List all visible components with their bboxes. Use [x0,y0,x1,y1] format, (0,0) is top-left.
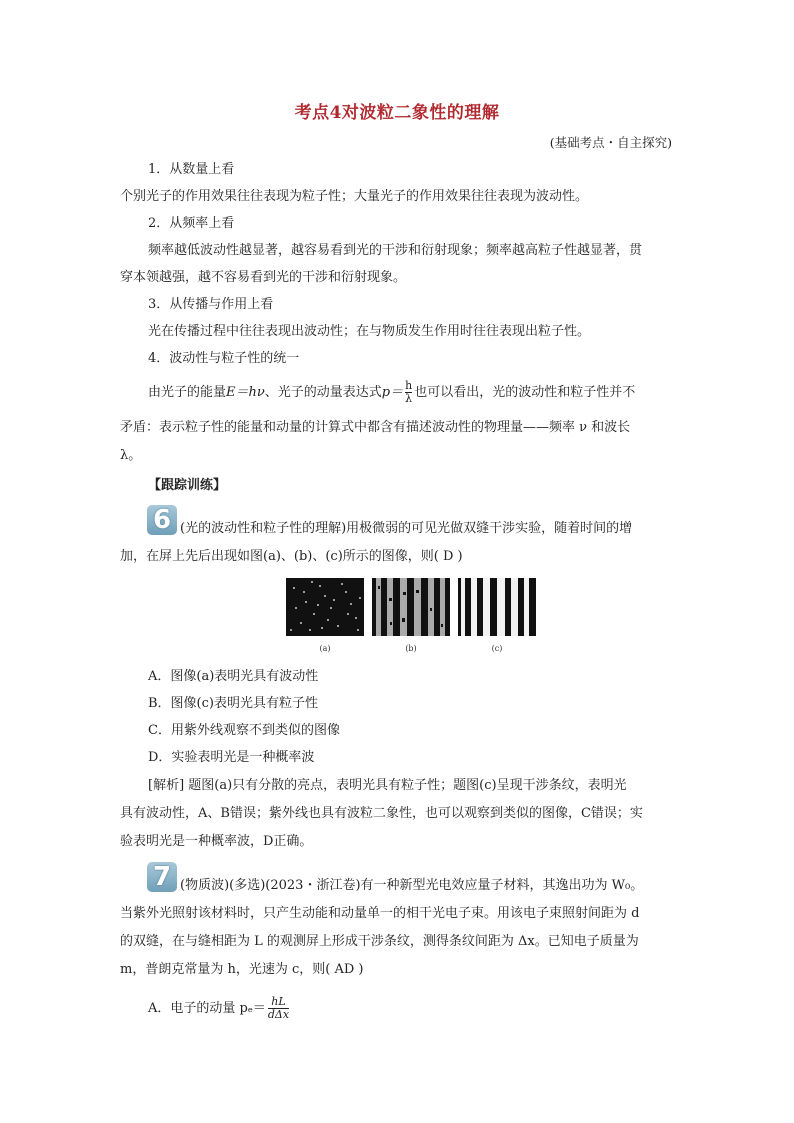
q7-stem-line1: (物质波)(多选)(2023・浙江卷)有一种新型光电效应量子材料，其逸出功为 W₀。 [180,878,644,893]
text-segment: 由光子的能量 [148,385,227,400]
q6-analysis-line2: 具有波动性，A、B错误；紫外线也具有波粒二象性，也可以观察到类似的图像，C错误；实 [120,806,643,821]
section-4-text-line1 [148,380,703,405]
fraction-denominator: dΔx [267,1008,290,1021]
figure-a-svg [286,578,364,636]
section-4-text-line2: 矛盾：表示粒子性的能量和动量的计算式中都含有描述波动性的物理量——频率 ν 和波长 [120,420,631,435]
figure-c-interference-fringes [458,578,536,636]
momentum-formula-prefix: p＝ [381,385,404,400]
question-7-badge: 7 [147,862,177,892]
q6-option-c: C．用紫外线观察不到类似的图像 [148,723,340,738]
tracking-heading: 【跟踪训练】 [148,478,227,493]
electron-momentum-fraction [268,996,289,1021]
option-a-prefix: A．电子的动量 pₑ＝ [148,1001,266,1016]
q7-option-a [148,996,703,1021]
section-2-heading: 2．从频率上看 [148,216,235,231]
q6-stem-line2: 加，在屏上先后出现如图(a)、(b)、(c)所示的图像，则( D ) [120,549,463,564]
section-1-text: 个别光子的作用效果往往表现为粒子性；大量光子的作用效果往往表现为波动性。 [120,189,589,204]
fraction-denominator: λ [405,392,413,405]
figure-b-partial-fringes [372,578,450,636]
page-title: 考点4对波粒二象性的理解 [294,103,500,123]
question-6-badge: 6 [147,505,177,535]
figure-c-svg [458,578,536,636]
q7-stem-line4: m，普朗克常量为 h，光速为 c，则( AD ) [120,962,364,977]
momentum-fraction [405,380,412,405]
q6-analysis-line3: 验表明光是一种概率波，D正确。 [120,834,313,849]
figure-a-caption: (a) [319,644,331,653]
energy-formula: E＝hν [226,385,265,400]
section-tag: (基础考点・自主探究) [549,135,672,150]
q6-analysis-line1: [解析] 题图(a)只有分散的亮点，表明光具有粒子性；题图(c)呈现干涉条纹，表明光 [148,778,627,793]
figure-b-caption: (b) [405,644,417,653]
q7-stem-line2: 当紫外光照射该材料时，只产生动能和动量单一的相干光电子束。用该电子束照射间距为 d [120,906,640,921]
section-2-text-line2: 穿本领越强，越不容易看到光的干涉和衍射现象。 [120,270,407,285]
fraction-numerator: hL [271,995,286,1008]
text-segment: 、光子的动量表达式 [264,385,382,400]
section-2-text-line1: 频率越低波动性越显著，越容易看到光的干涉和衍射现象；频率越高粒子性越显著，贯 [148,243,643,258]
figure-b-svg [372,578,450,636]
figure-a-dots [286,578,364,636]
fraction-numerator: h [405,379,413,392]
section-3-heading: 3．从传播与作用上看 [148,297,274,312]
section-4-text-line3: λ。 [120,448,142,463]
q7-stem-line3: 的双缝，在与缝相距为 L 的观测屏上形成干涉条纹，测得条纹间距为 Δx。已知电子质量为 [120,934,639,949]
q6-option-d: D．实验表明光是一种概率波 [148,750,315,765]
figure-c-caption: (c) [491,644,503,653]
q6-option-b: B．图像(c)表明光具有粒子性 [148,696,318,711]
section-3-text: 光在传播过程中往往表现出波动性；在与物质发生作用时往往表现出粒子性。 [148,324,591,339]
section-4-heading: 4．波动性与粒子性的统一 [148,351,300,366]
text-segment: 也可以看出，光的波动性和粒子性并不 [414,385,636,400]
q6-option-a: A．图像(a)表明光具有波动性 [148,669,319,684]
q6-stem-line1: (光的波动性和粒子性的理解)用极微弱的可见光做双缝干涉实验，随着时间的增 [180,521,633,536]
section-1-heading: 1．从数量上看 [148,162,235,177]
